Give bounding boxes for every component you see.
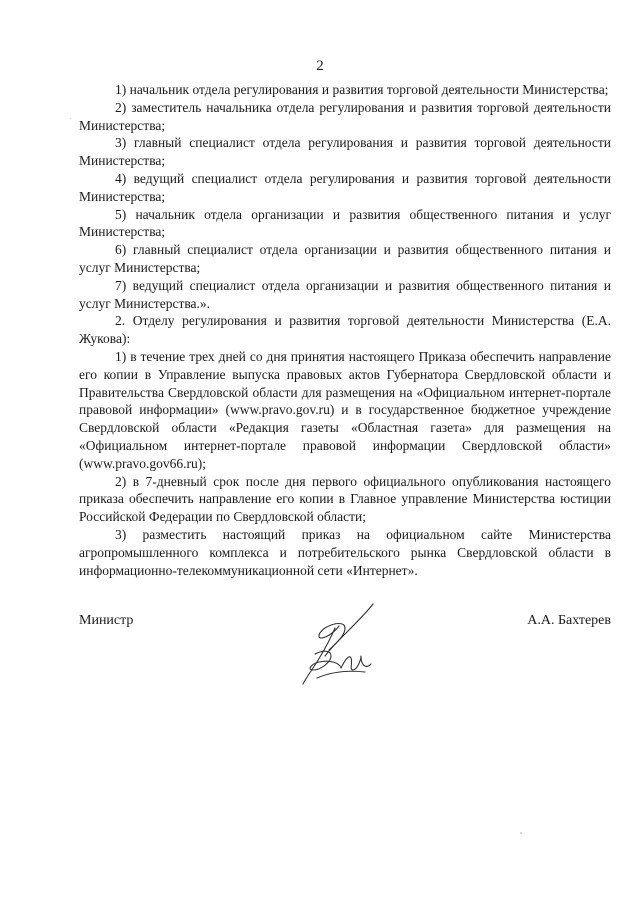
list-item: 1) в течение трех дней со дня принятия настоящего Приказа обеспечить направление его копии в Управление выпуска правовых актов Губернатора Свердловской области и Правительства Свердловской области для размещения на «Официальном интернет-портале правовой информации» (www.pravo.gov.ru) и в государственное бюджетное учреждение Свердловской области «Редакция газеты «Областная газета» для размещения на «Официальном интернет-портале правовой информации Свердловской области» (www.pravo.gov66.ru); [79,348,611,471]
list-item: 7) ведущий специалист отдела организации и развития общественного питания и услуг Министерства.». [79,277,611,311]
list-item: 3) главный специалист отдела регулирования и развития торговой деятельности Министерства; [79,135,611,169]
list-item: 1) начальник отдела регулирования и развития торговой деятельности Министерства; [115,82,609,97]
page-number: 2 [316,58,324,74]
list-item: 5) начальник отдела организации и развития общественного питания и услуг Министерства; [79,206,611,240]
list-item: 2) в 7-дневный срок после дня первого официального опубликования настоящего приказа обеспечить направление его копии в Главное управление Министерства юстиции Российской Федерации по Свердловской области; [79,473,611,525]
list-item: 3) разместить настоящий приказ на официальном сайте Министерства агропромышленного комплекса и потребительского рынка Свердловской области в информационно-телекоммуникационной сети «Интернет». [79,526,611,578]
list-item: 4) ведущий специалист отдела регулирования и развития торговой деятельности Министерства; [79,170,611,204]
signatory-role: Министр [79,613,134,628]
section-paragraph: 2. Отделу регулирования и развития торговой деятельности Министерства (Е.А. Жукова): [79,313,611,347]
signatory-name: А.А. Бахтерев [527,613,611,628]
list-item: 2) заместитель начальника отдела регулирования и развития торговой деятельности Министерства; [79,99,611,133]
document-body [79,81,611,579]
scan-speck [520,832,522,834]
handwritten-signature [295,598,385,693]
scan-speck [70,118,71,119]
list-item: 6) главный специалист отдела организации и развития общественного питания и услуг Министерства; [79,242,611,275]
